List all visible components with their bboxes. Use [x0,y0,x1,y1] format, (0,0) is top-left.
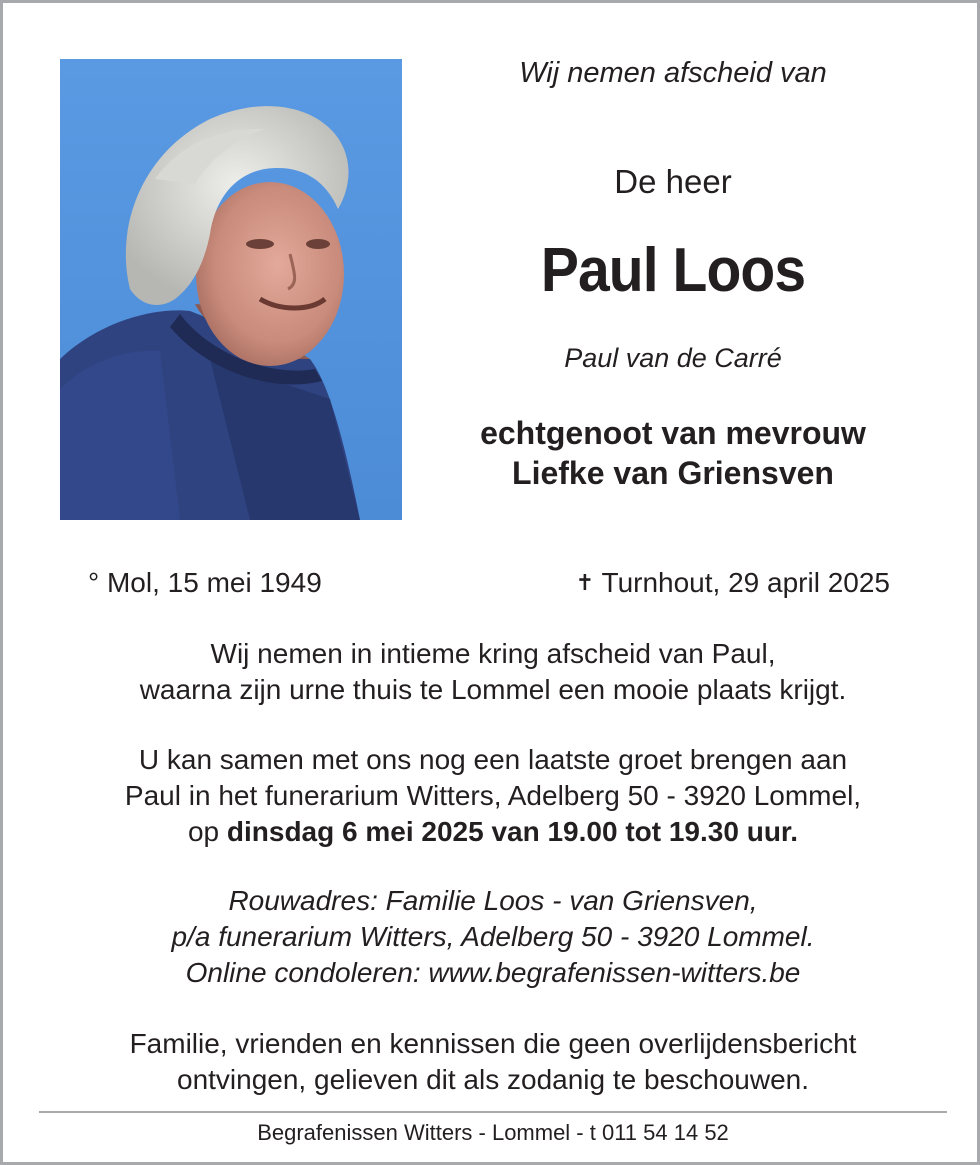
spouse-block [423,413,923,493]
visitation-line-1: U kan samen met ons nog een laatste groet brengen aan [138,744,848,775]
intro-text: Wij nemen afscheid van [519,57,827,89]
farewell-line-1: Wij nemen in intieme kring afscheid van Paul, [210,638,776,669]
farewell-line-2: waarna zijn urne thuis te Lommel een mooie plaats krijgt. [139,674,847,705]
condolence-link[interactable]: Online condoleren: www.begrafenissen-witters.be [185,957,801,988]
funeral-home-footer: Begrafenissen Witters - Lommel - t 011 54 14 52 [257,1120,729,1145]
address-line-1: Rouwadres: Familie Loos - van Griensven, [228,885,758,916]
deceased-name: Paul Loos [540,236,806,305]
birth-date: ° Mol, 15 mei 1949 [88,567,322,598]
visitation-paragraph [33,742,953,850]
visitation-prefix: op [187,816,227,847]
address-line-2: p/a funerarium Witters, Adelberg 50 - 3920 Lommel. [171,921,815,952]
footer-divider [39,1111,947,1113]
notification-line-2: ontvingen, gelieven dit als zodanig te beschouwen. [177,1064,809,1095]
portrait-photo [60,59,402,520]
farewell-paragraph [33,636,953,708]
visitation-line-3 [33,814,953,850]
visitation-datetime: dinsdag 6 mei 2025 van 19.00 tot 19.30 uur. [226,816,799,847]
spouse-line-2: Liefke van Griensven [512,455,834,491]
cross-icon: ✝ [575,570,595,595]
mourning-address [33,883,953,991]
spouse-line-1: echtgenoot van mevrouw [480,415,866,451]
nickname: Paul van de Carré [564,343,782,373]
notification-line-1: Familie, vrienden en kennissen die geen overlijdensbericht [129,1028,857,1059]
honorific: De heer [614,163,732,200]
death-date [576,565,890,601]
death-date-text: Turnhout, 29 april 2025 [601,567,890,598]
visitation-line-2: Paul in het funerarium Witters, Adelberg 50 - 3920 Lommel, [124,780,862,811]
notification-paragraph [33,1026,953,1098]
